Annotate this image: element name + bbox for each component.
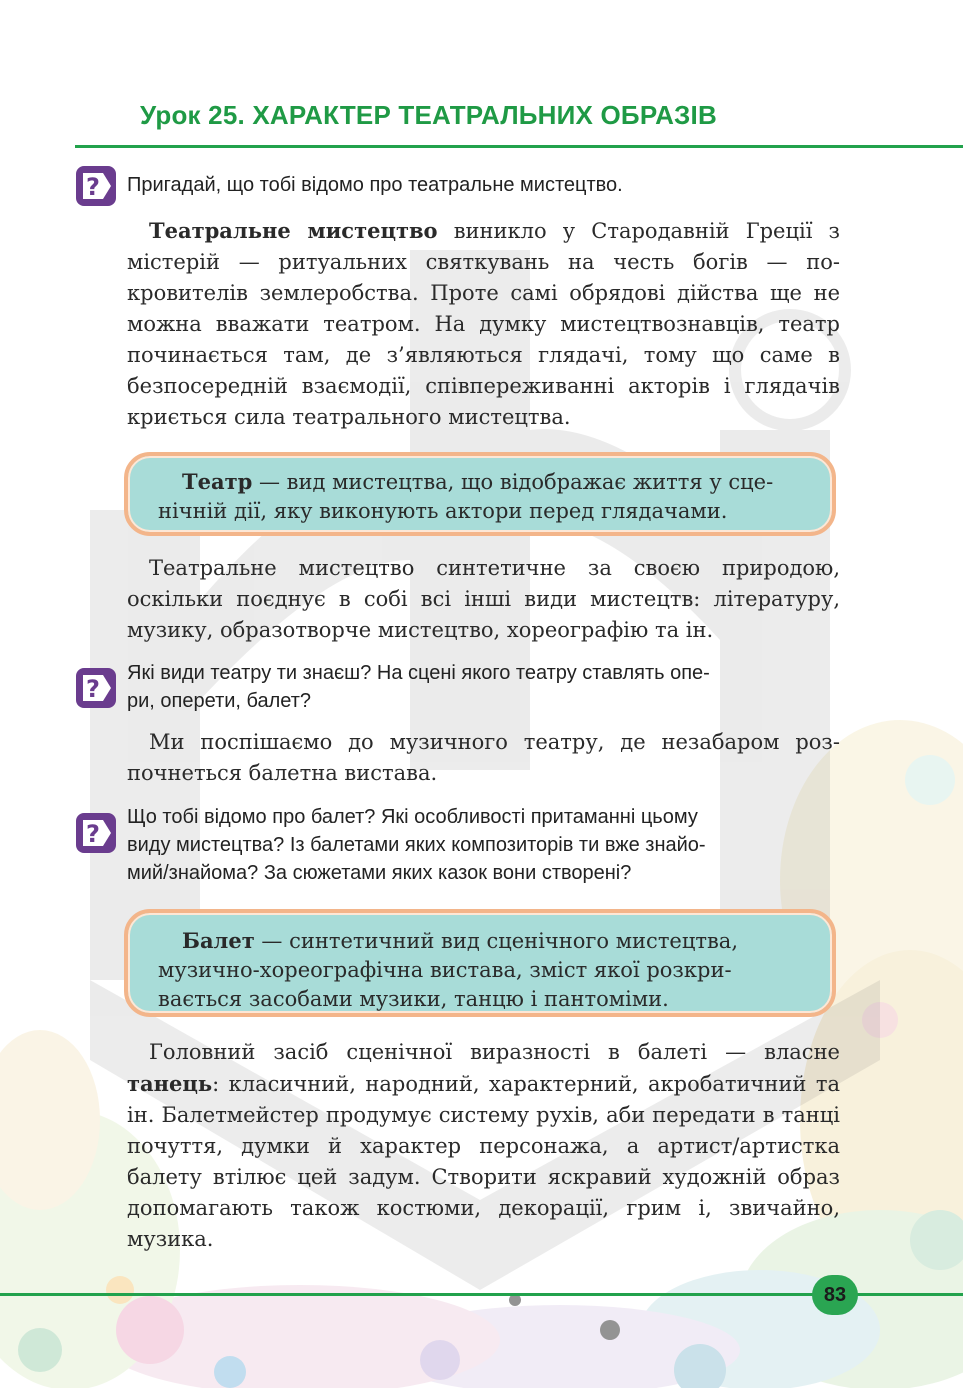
title-divider (75, 145, 963, 148)
svg-text:?: ? (86, 675, 100, 703)
paragraph-dance (127, 1037, 840, 1255)
paragraph-text: : класичний, народний, характерний, акробатичний та ін. Балетмейстер продумує систему рухів, аби передати в танці почуття, думки й характер персонажа, а артист/артистка балету втілює цей задум. Створити яскравий художній образ допомагають також костюми, декорації, грим і, звичайно, музика. (127, 1072, 840, 1251)
question-line: виду мистецтва? Із балетами яких композиторів ти вже знайо- (127, 834, 706, 856)
definition-term: Театр (182, 469, 253, 494)
question-text: Пригадай, що тобі відомо про театральне мистецтво. (127, 174, 623, 196)
definition-box-theatre (124, 452, 836, 536)
question-icon (75, 165, 117, 207)
page-number: 83 (812, 1275, 858, 1315)
paragraph-text: Театральне мистецтво синтетичне за своєю природою, оскільки поєднує в собі всі інші види мистецтв: літературу, музику, образотворче мистецтво, хореографію та ін. (127, 556, 840, 642)
paragraph-synthetic-art (127, 553, 840, 646)
bold-term: Театральне мистецтво (149, 218, 438, 243)
definition-term: Балет (182, 928, 255, 953)
question-text (127, 803, 847, 887)
question-line: Що тобі відомо про балет? Які особливості притаманні цьому (127, 806, 698, 828)
svg-text:?: ? (86, 173, 100, 201)
question-line: мий/знайома? За сюжетами яких казок вони створені? (127, 862, 632, 884)
paragraph-theatre-origin (127, 215, 840, 433)
paragraph-text: виникло у Стародавній Греції з містерій — ритуальних святкувань на честь богів — покровителів землеробства. Проте самі обрядові дійства ще не можна вважати театром. На думку мистецтвознавців, театр починається там, де з’являються глядачі, тому що саме в безпосередній взаємодії, співпереживанні акторів і глядачів криється сила театрального мистецтва. (127, 219, 841, 429)
definition-box-ballet (124, 909, 836, 1017)
question-line: ри, оперети, балет? (127, 690, 312, 712)
paragraph-text: Ми поспішаємо до музичного театру, де незабаром розпочнеться балетна вистава. (127, 730, 840, 785)
definition-text: — синтетичний вид сценічного мистецтва, музично-хореографічна вистава, зміст якої розкривається засобами музики, танцю і пантоміми. (158, 929, 739, 1011)
question-icon (75, 667, 117, 709)
paragraph-ballet-intro (127, 727, 840, 789)
lesson-title: Урок 25. ХАРАКТЕР ТЕАТРАЛЬНИХ ОБРАЗІВ (140, 100, 717, 130)
svg-text:?: ? (86, 820, 100, 848)
bold-term: танець (127, 1071, 213, 1096)
question-icon (75, 812, 117, 854)
question-line: Які види театру ти знаєш? На сцені якого театру ставлять опе- (127, 662, 710, 684)
paragraph-text: Головний засіб сценічної виразності в балеті — власне (149, 1040, 840, 1064)
question-text (127, 659, 847, 715)
definition-text: — вид мистецтва, що відображає життя у сценічній дії, яку виконують актори перед глядачами. (158, 470, 774, 523)
